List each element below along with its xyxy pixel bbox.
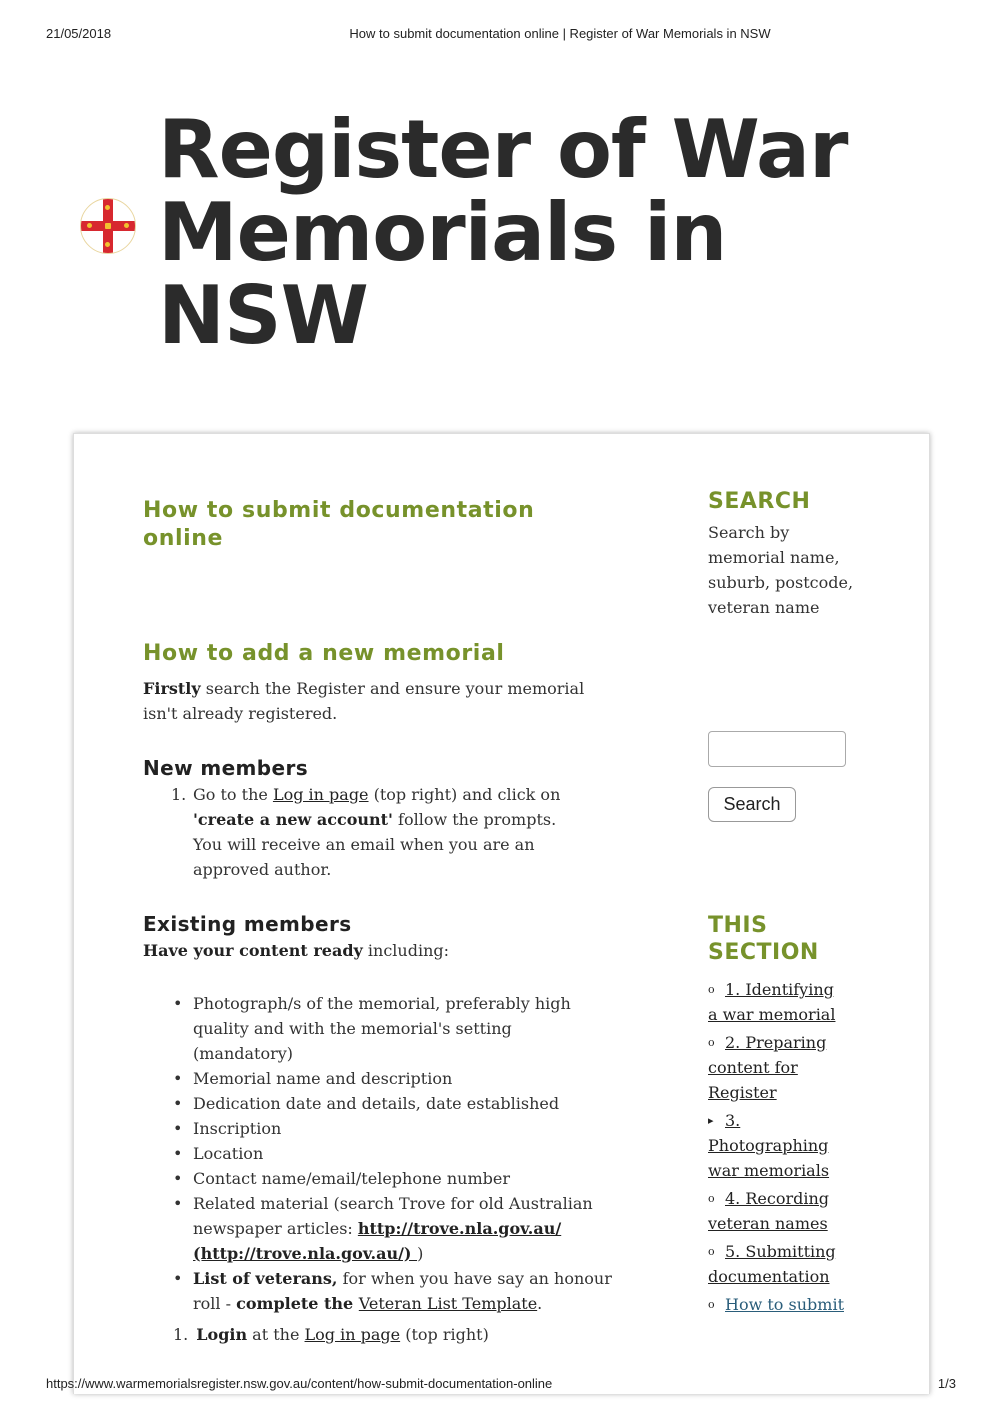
circle-bullet-icon: o xyxy=(708,1245,715,1258)
new-members-heading: New members xyxy=(143,756,309,780)
related-text: Related material (search Trove for old Australian newspaper articles: xyxy=(193,1194,593,1238)
section-link-how-to-submit[interactable]: How to submit xyxy=(725,1295,844,1314)
login-bold: Login xyxy=(196,1325,248,1344)
print-page-number: 1/3 xyxy=(937,1376,956,1391)
list-item xyxy=(193,1266,613,1316)
list-item: • Inscription xyxy=(193,1116,613,1141)
new-members-steps xyxy=(171,782,583,882)
veterans-end: . xyxy=(537,1294,543,1313)
step-number: 1. xyxy=(171,785,187,804)
section-link-identifying[interactable]: 1. Identifying a war memorial xyxy=(708,980,836,1024)
site-title-line: NSW xyxy=(158,269,368,362)
nsw-logo-icon[interactable] xyxy=(80,198,136,254)
content-ready-bold: Have your content ready xyxy=(143,941,363,960)
content-checklist xyxy=(193,991,613,1316)
intro-bold: Firstly xyxy=(143,679,201,698)
list-item: • Photograph/s of the memorial, preferably high quality and with the memorial's setting (mandatory) xyxy=(193,991,613,1066)
print-date: 21/05/2018 xyxy=(46,26,112,41)
step-number: 1. xyxy=(173,1325,189,1344)
this-section-heading: THIS SECTION xyxy=(708,913,819,965)
search-button[interactable]: Search xyxy=(708,787,796,822)
section-link-preparing[interactable]: 2. Preparing content for Register xyxy=(708,1033,827,1102)
existing-members-heading: Existing members xyxy=(143,912,352,936)
list-item: • Location xyxy=(193,1141,613,1166)
circle-bullet-icon: o xyxy=(708,1192,715,1205)
add-memorial-heading: How to add a new memorial xyxy=(143,641,505,666)
step-text: follow the prompts. You will receive an email when you are an approved author. xyxy=(193,810,557,879)
list-item: • Memorial name and description xyxy=(193,1066,613,1091)
login-text: (top right) xyxy=(400,1325,489,1344)
section-link-photographing[interactable]: 3. Photographing war memorials xyxy=(708,1111,830,1180)
circle-bullet-icon: o xyxy=(708,1298,715,1311)
content-ready-text xyxy=(143,938,449,963)
site-title-line: Memorials in xyxy=(158,186,727,279)
login-page-link[interactable]: Log in page xyxy=(304,1325,401,1344)
section-link-recording[interactable]: 4. Recording veteran names xyxy=(708,1189,830,1233)
caret-right-icon: ▸ xyxy=(708,1114,714,1127)
circle-bullet-icon: o xyxy=(708,983,715,996)
section-nav-item[interactable] xyxy=(708,977,848,1027)
search-heading: SEARCH xyxy=(708,489,811,514)
circle-bullet-icon: o xyxy=(708,1036,715,1049)
section-nav-item[interactable] xyxy=(708,1239,848,1289)
list-item xyxy=(193,1191,613,1266)
print-url: https://www.warmemorialsregister.nsw.gov.au/content/how-submit-documentation-online xyxy=(46,1376,553,1391)
login-page-link[interactable]: Log in page xyxy=(272,785,369,804)
print-page-title: How to submit documentation online | Register of War Memorials in NSW xyxy=(349,26,771,41)
create-account-bold: 'create a new account' xyxy=(193,810,393,829)
section-nav-item[interactable] xyxy=(708,1186,848,1236)
login-step xyxy=(173,1322,489,1347)
site-title-line: Register of War xyxy=(158,103,848,196)
login-text: at the xyxy=(247,1325,305,1344)
step-text: Go to the xyxy=(193,785,273,804)
content-ready-rest: including: xyxy=(362,941,449,960)
veterans-text: for when you have say an honour roll - xyxy=(193,1269,612,1313)
intro-text: search the Register and ensure your memorial isn't already registered. xyxy=(143,679,585,723)
section-link-submitting[interactable]: 5. Submitting documentation xyxy=(708,1242,836,1286)
trove-link[interactable]: http://trove.nla.gov.au/ xyxy=(357,1219,562,1238)
list-item: • Dedication date and details, date established xyxy=(193,1091,613,1116)
search-input[interactable] xyxy=(708,731,846,767)
list-item xyxy=(171,782,583,882)
section-nav-item[interactable] xyxy=(708,1292,848,1317)
list-item: • Contact name/email/telephone number xyxy=(193,1166,613,1191)
complete-bold: complete the xyxy=(236,1294,359,1313)
veteran-template-link[interactable]: Veteran List Template xyxy=(358,1294,538,1313)
search-help-text: Search by memorial name, suburb, postcode, veteran name xyxy=(708,523,854,617)
intro-paragraph xyxy=(143,676,613,726)
section-nav-item[interactable] xyxy=(708,1108,848,1183)
site-title[interactable] xyxy=(158,103,848,362)
section-nav xyxy=(708,977,848,1320)
related-close: ) xyxy=(417,1244,424,1263)
section-nav-item[interactable] xyxy=(708,1030,848,1105)
veterans-bold: List of veterans, xyxy=(193,1269,338,1288)
page-heading: How to submit documentation online xyxy=(143,498,535,551)
step-text: (top right) and click on xyxy=(368,785,561,804)
trove-url-link[interactable]: (http://trove.nla.gov.au/) xyxy=(193,1244,418,1263)
